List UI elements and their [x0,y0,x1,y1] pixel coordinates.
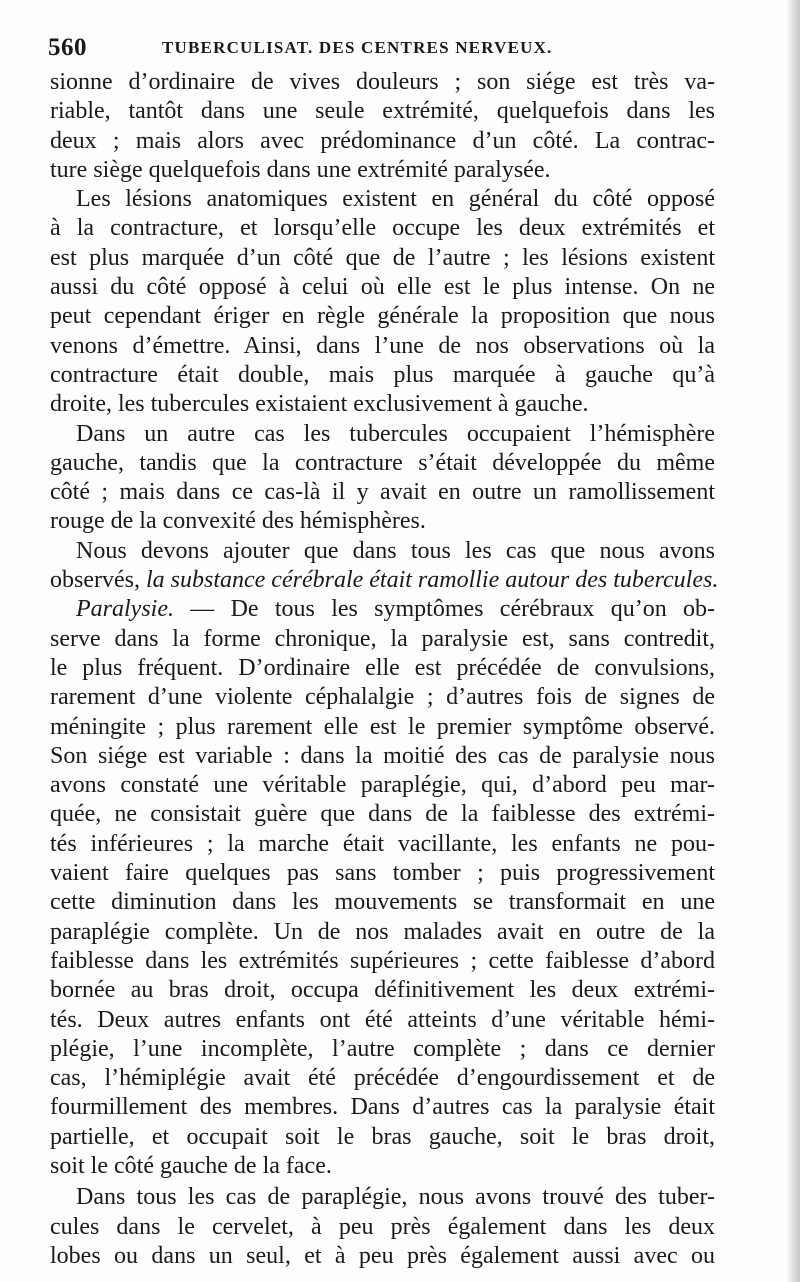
text-line: sionne d’ordinaire de vives douleurs ; son siége est très va- [50,69,715,95]
text-line: paraplégie complète. Un de nos malades avait en outre de la [50,918,715,945]
text-line: plégie, l’une incomplète, l’autre complète ; dans ce dernier [50,1035,715,1062]
text-line: contracture était double, mais plus marquée à gauche qu’à [50,361,715,388]
page-edge-shadow [786,0,800,1282]
italic-emphasis: la substance cérébrale était ramollie autour des tubercules. [145,567,719,594]
text-line: quée, ne consistait guère que dans de la faiblesse des extrémi- [50,801,715,828]
text-line: Paralysie. — De tous les symptômes cérébraux qu’on ob- [76,596,715,623]
page-number: 560 [48,34,87,61]
text-line: serve dans la forme chronique, la paralysie est, sans contredit, [50,625,715,652]
text-line: rouge de la convexité des hémisphères. [50,508,426,535]
text-line: venons d’émettre. Ainsi, dans l’une de nos observations où la [50,332,715,359]
text-line: rarement d’une violente céphalalgie ; d’autres fois de signes de [50,684,715,711]
text-line: avons constaté une véritable paraplégie, qui, d’abord peu mar- [50,772,715,799]
text-line: ture siège quelquefois dans une extrémité paralysée. [50,156,551,183]
text-line: cette diminution dans les mouvements se transformait en une [50,889,715,916]
text-line: observés, la substance cérébrale était ramollie autour des tubercules. [50,567,719,594]
text-line: deux ; mais alors avec prédominance d’un côté. La contrac- [50,127,715,154]
section-term: Paralysie. [76,596,174,623]
text-line: méningite ; plus rarement elle est le premier symptôme observé. [50,713,715,740]
text-line: Les lésions anatomiques existent en général du côté opposé [76,186,715,213]
text-line: cules dans le cervelet, à peu près également dans les deux [50,1213,715,1240]
text-line: Dans tous les cas de paraplégie, nous avons trouvé des tuber- [76,1184,715,1211]
text-line: fourmillement des membres. Dans d’autres cas la paralysie était [50,1094,715,1121]
text-line: droite, les tubercules existaient exclusivement à gauche. [50,391,589,418]
text-line: riable, tantôt dans une seule extrémité, quelquefois dans les [50,98,715,125]
text-line: tés inférieures ; la marche était vacillante, les enfants ne pou- [50,830,715,857]
text-line: est plus marquée d’un côté que de l’autre ; les lésions existent [50,244,715,271]
text-line: gauche, tandis que la contracture s’était développée du même [50,449,715,476]
text-line: Son siége est variable : dans la moitié des cas de paralysie nous [50,742,715,769]
text-line: à la contracture, et lorsqu’elle occupe les deux extrémités et [50,215,715,242]
text-line: vaient faire quelques pas sans tomber ; puis progressivement [50,860,715,887]
page-header [48,34,728,64]
text-line: lobes ou dans un seul, et à peu près également aussi avec ou [50,1242,715,1269]
text-line: côté ; mais dans ce cas-là il y avait en outre un ramollissement [50,479,715,506]
text-line: soit le côté gauche de la face. [50,1152,332,1179]
text-line: cas, l’hémiplégie avait été précédée d’engourdissement et de [50,1065,715,1092]
running-head: TUBERCULISAT. DES CENTRES NERVEUX. [162,38,553,57]
body-text [50,68,719,1271]
text-line: peut cependant ériger en règle générale la proposition que nous [50,303,715,330]
text-line: faiblesse dans les extrémités supérieures ; cette faiblesse d’abord [50,947,715,974]
text-line: Dans un autre cas les tubercules occupaient l’hémisphère [76,420,715,447]
text-line: tés. Deux autres enfants ont été atteints d’une véritable hémi- [50,1006,715,1033]
text-line: partielle, et occupait soit le bras gauche, soit le bras droit, [50,1123,715,1150]
text-line: le plus fréquent. D’ordinaire elle est précédée de convulsions, [50,654,715,681]
text-line: Nous devons ajouter que dans tous les cas que nous avons [76,537,715,564]
text-line: aussi du côté opposé à celui où elle est le plus intense. On ne [50,274,715,301]
text-line: bornée au bras droit, occupa définitivement les deux extrémi- [50,977,715,1004]
